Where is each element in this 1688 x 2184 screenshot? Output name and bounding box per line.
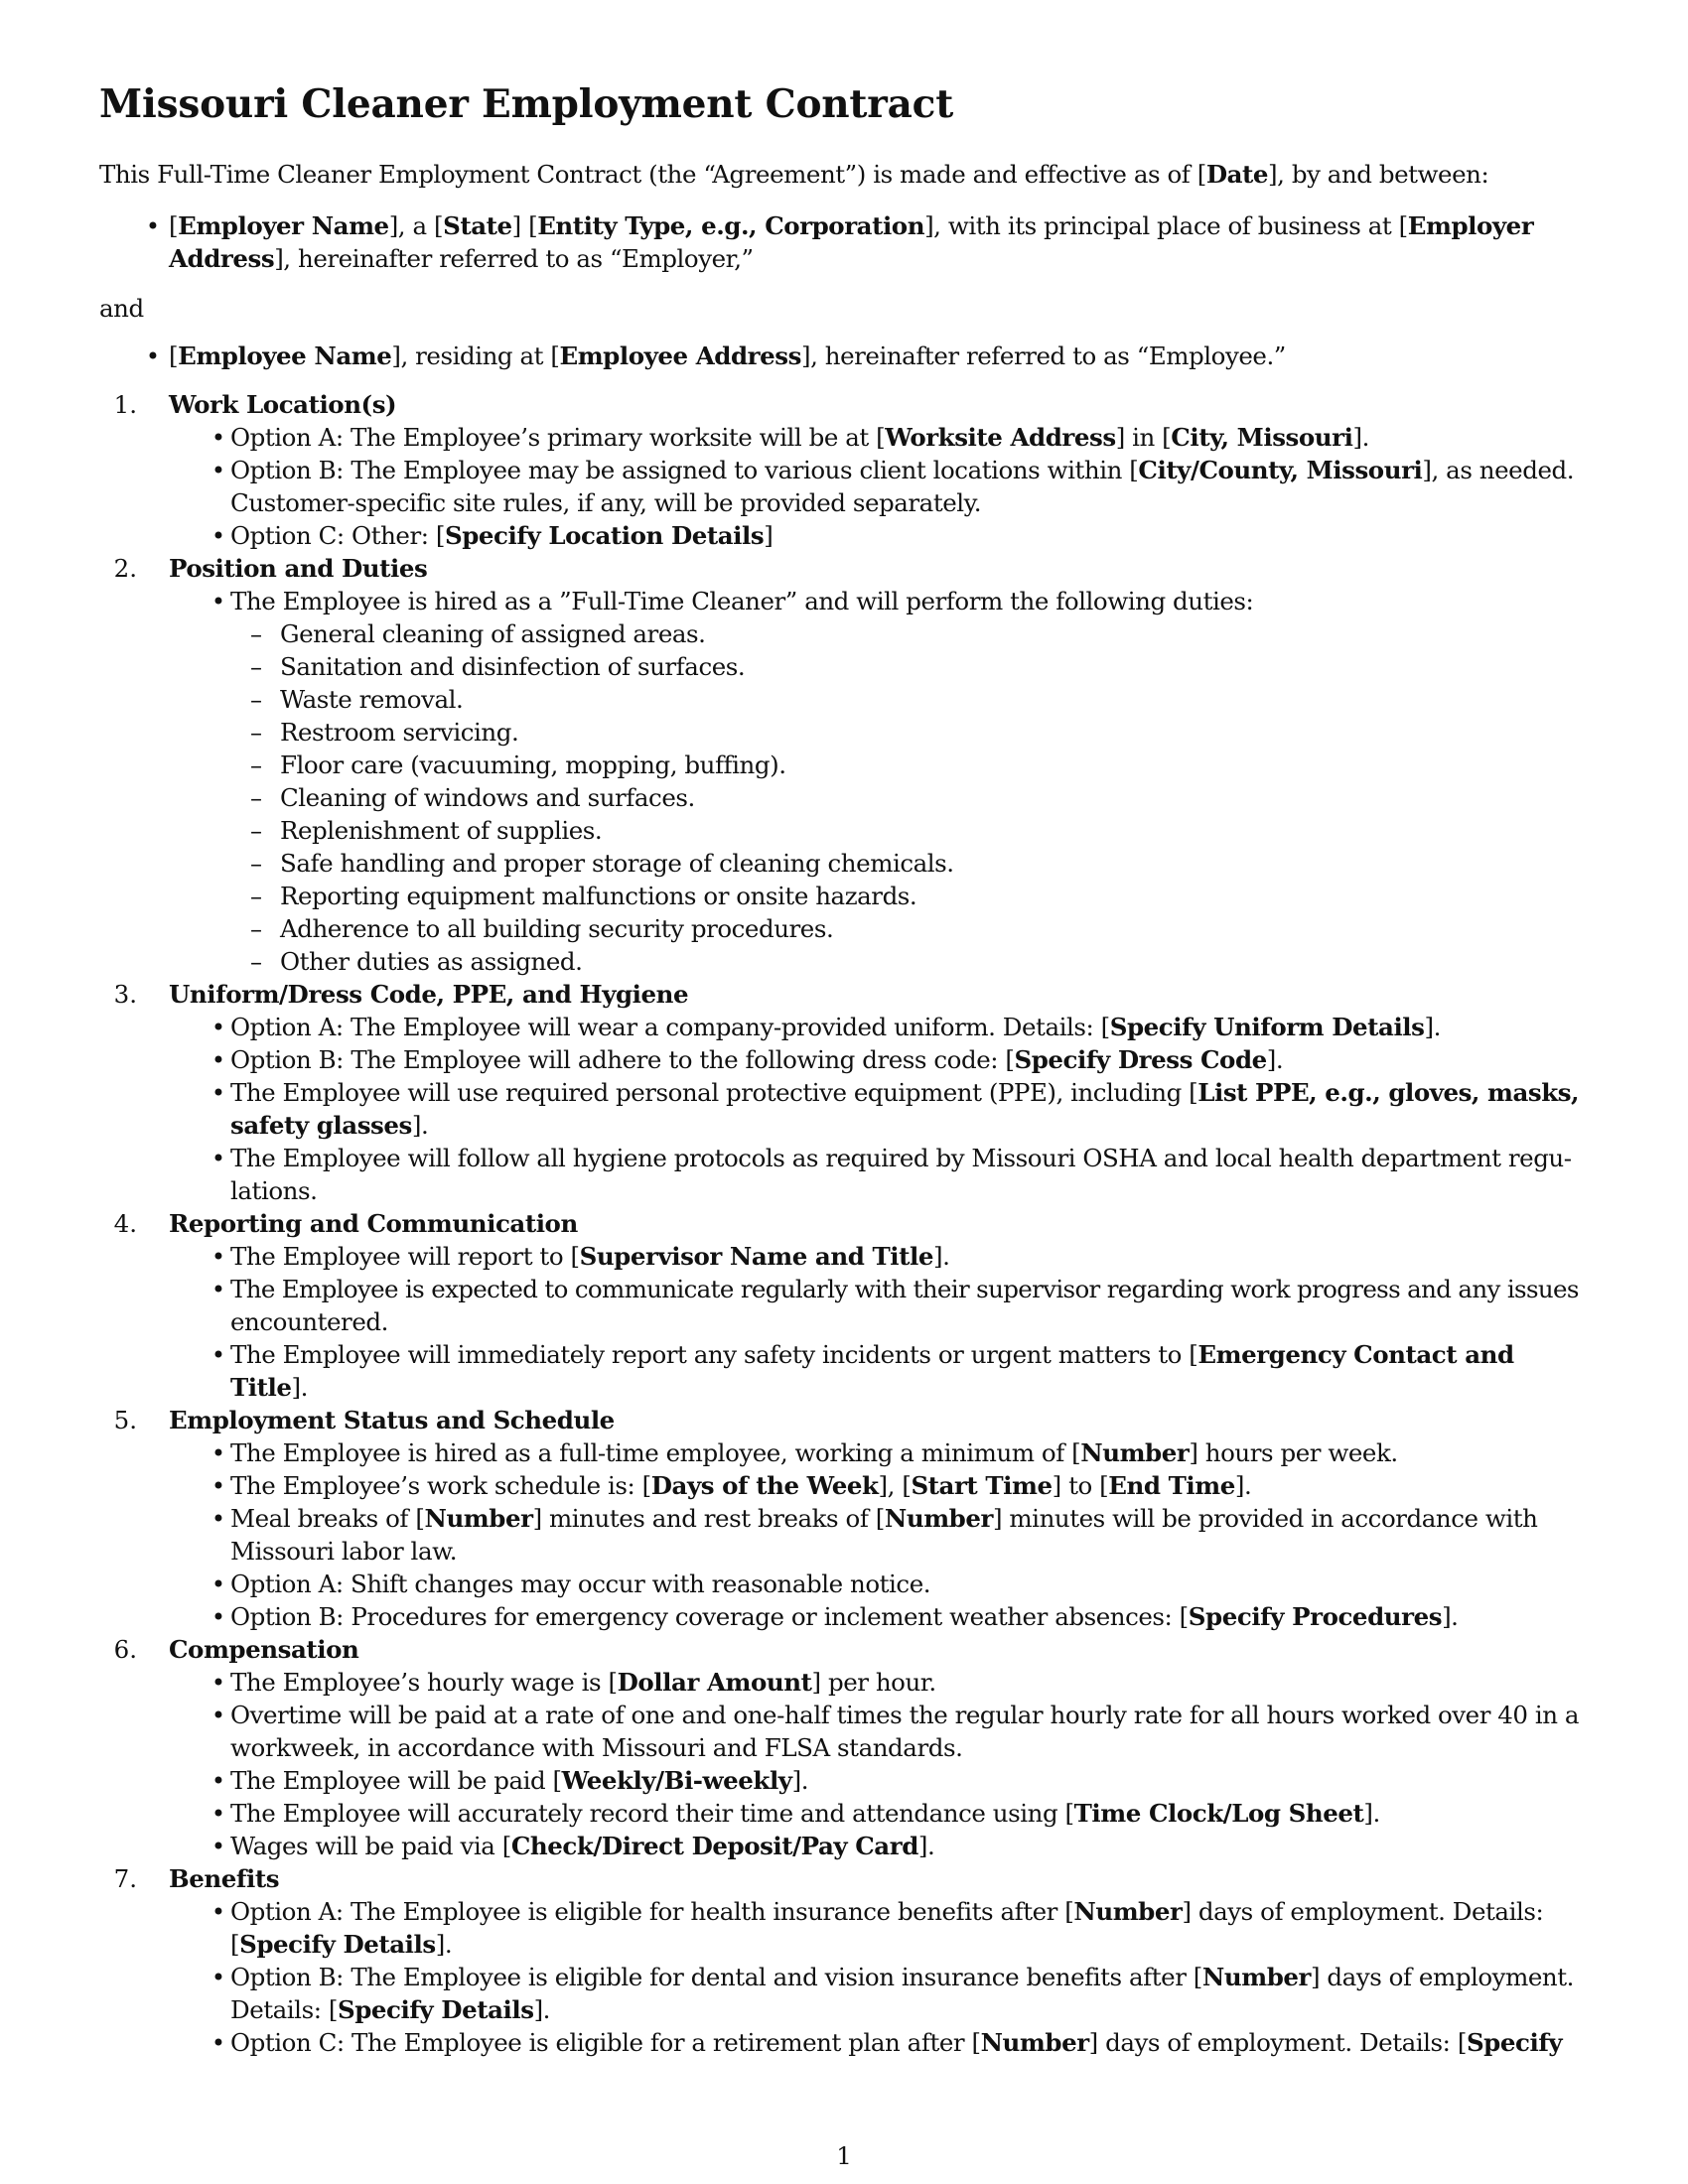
placeholder-field: safety glasses [230, 1111, 412, 1140]
text-span: [ [169, 211, 179, 240]
bullet-icon: • [211, 1439, 226, 1467]
placeholder-field: End Time [1108, 1471, 1235, 1500]
placeholder-field: Number [1073, 1897, 1183, 1926]
section-number: 7. [113, 1864, 137, 1893]
text-span: ]. [1442, 1602, 1459, 1631]
placeholder-field: Title [230, 1373, 292, 1402]
text-span: Customer-specific site rules, if any, will be provided separately. [230, 488, 982, 517]
list-item-continuation [230, 1175, 317, 1207]
section-heading: Compensation [169, 1635, 359, 1664]
text-span: [ [230, 1930, 240, 1959]
placeholder-field: Specify Dress Code [1014, 1045, 1267, 1074]
list-item-line [230, 1896, 1543, 1928]
text-span: The Employee’s hourly wage is [ [230, 1668, 618, 1697]
section-number: 1. [113, 390, 137, 419]
text-span: Floor care (vacuuming, mopping, buffing). [280, 751, 786, 779]
duty-item [280, 717, 518, 749]
text-span: Option B: The Employee is eligible for dental and vision insurance benefits after [ [230, 1963, 1202, 1991]
section-heading: Employment Status and Schedule [169, 1406, 615, 1434]
dash-icon: – [250, 653, 262, 681]
bullet-icon: • [211, 1276, 226, 1303]
dash-icon: – [250, 751, 262, 779]
list-item-line [230, 1569, 930, 1600]
placeholder-field: Dollar Amount [617, 1668, 812, 1697]
list-item-line [230, 1012, 1441, 1043]
intro-paragraph [99, 159, 1488, 191]
text-span: The Employee will immediately report any safety incidents or urgent matters to [ [230, 1340, 1198, 1369]
bullet-icon: • [211, 1570, 226, 1598]
text-span: The Employee is hired as a ”Full-Time Cleaner” and will perform the following duties: [230, 587, 1254, 615]
text-span: Option A: The Employee’s primary worksite will be at [ [230, 423, 886, 452]
text-span: ]. [917, 1832, 935, 1860]
text-span: ] days of employment. [1310, 1963, 1574, 1991]
text-span: Adherence to all building security procedures. [280, 914, 834, 943]
dash-icon: – [250, 850, 262, 878]
bullet-icon: • [211, 1046, 226, 1074]
list-item-continuation [230, 1994, 550, 2026]
placeholder-field: Specify Uniform Details [1109, 1013, 1425, 1041]
placeholder-field: Number [1201, 1963, 1311, 1991]
dash-icon: – [250, 883, 262, 910]
placeholder-field: Specify Details [337, 1995, 534, 2024]
placeholder-field: Specify Location Details [444, 521, 765, 550]
text-span: ]. [932, 1242, 950, 1271]
bullet-icon: • [145, 342, 161, 370]
placeholder-field: Specify [1466, 2028, 1563, 2057]
duty-item [280, 684, 463, 716]
text-span: The Employee will use required personal protective equipment (PPE), including [ [230, 1078, 1198, 1107]
text-span: ] [ [511, 211, 538, 240]
text-span: The Employee will follow all hygiene protocols as required by Missouri OSHA and local health department regu- [230, 1144, 1572, 1172]
dash-icon: – [250, 620, 262, 648]
placeholder-field: Supervisor Name and Title [579, 1242, 933, 1271]
text-span: ], as needed. [1422, 456, 1575, 484]
text-span: The Employee will be paid [ [230, 1766, 562, 1795]
text-span: workweek, in accordance with Missouri and FLSA standards. [230, 1733, 963, 1762]
and-connector: and [99, 294, 144, 323]
placeholder-field: Specify Details [239, 1930, 436, 1959]
text-span: Option B: Procedures for emergency coverage or inclement weather absences: [ [230, 1602, 1189, 1631]
list-item-line [230, 422, 1369, 454]
bullet-icon: • [145, 212, 161, 240]
list-item-line [230, 1601, 1459, 1633]
list-item-continuation [230, 487, 981, 519]
text-span: ], residing at [ [391, 341, 560, 370]
list-item-line [230, 586, 1253, 617]
placeholder-field: Time Clock/Log Sheet [1073, 1799, 1364, 1828]
placeholder-field: Number [1080, 1438, 1190, 1467]
bullet-icon: • [211, 1702, 226, 1729]
party-employer-line [169, 243, 754, 275]
text-span: ], [ [878, 1471, 912, 1500]
text-span: Option B: The Employee may be assigned to various client locations within [ [230, 456, 1139, 484]
section-number: 4. [113, 1209, 137, 1238]
bullet-icon: • [211, 1341, 226, 1369]
section-heading: Reporting and Communication [169, 1209, 578, 1238]
placeholder-field: Start Time [911, 1471, 1053, 1500]
list-item-line [230, 1339, 1514, 1371]
text-span: Details: [ [230, 1995, 338, 2024]
text-span: lations. [230, 1176, 318, 1205]
placeholder-field: Specify Procedures [1188, 1602, 1443, 1631]
party-employee-line [169, 341, 1286, 372]
duty-item [280, 946, 582, 978]
text-span: ] days of employment. Details: [1182, 1897, 1544, 1926]
placeholder-field: List PPE, e.g., gloves, masks, [1197, 1078, 1580, 1107]
text-span: Replenishment of supplies. [280, 816, 603, 845]
text-span: [ [169, 341, 179, 370]
list-item-continuation [230, 1732, 962, 1764]
placeholder-field: Emergency Contact and [1197, 1340, 1514, 1369]
list-item-line [230, 1077, 1579, 1109]
placeholder-field: Employer [1407, 211, 1534, 240]
text-span: The Employee will report to [ [230, 1242, 580, 1271]
list-item-line [230, 1470, 1251, 1502]
bullet-icon: • [211, 1472, 226, 1500]
text-span: ] minutes will be provided in accordance with [992, 1504, 1538, 1533]
text-span: Overtime will be paid at a rate of one and one-half times the regular hourly rate for all hours worked over 40 in a [230, 1701, 1579, 1729]
section-heading: Benefits [169, 1864, 280, 1893]
list-item-line [230, 1798, 1380, 1830]
list-item-line [230, 1831, 934, 1862]
text-span: ]. [1352, 423, 1369, 452]
section-number: 5. [113, 1406, 137, 1434]
list-item-line [230, 1143, 1572, 1174]
text-span: ] per hour. [811, 1668, 936, 1697]
text-span: ]. [1234, 1471, 1252, 1500]
text-span: ] in [ [1115, 423, 1172, 452]
section-number: 6. [113, 1635, 137, 1664]
placeholder-field: Address [169, 244, 275, 273]
document-title: Missouri Cleaner Employment Contract [99, 81, 954, 127]
bullet-icon: • [211, 1800, 226, 1828]
text-span: Option C: The Employee is eligible for a retirement plan after [ [230, 2028, 981, 2057]
text-span: ] [764, 521, 774, 550]
placeholder-field: Check/Direct Deposit/Pay Card [510, 1832, 918, 1860]
list-item-continuation [230, 1536, 457, 1568]
bullet-icon: • [211, 1964, 226, 1991]
dash-icon: – [250, 784, 262, 812]
text-span: The Employee is expected to communicate regularly with their supervisor regarding work progress and any issues [230, 1275, 1579, 1303]
bullet-icon: • [211, 2029, 226, 2057]
bullet-icon: • [211, 1145, 226, 1172]
dash-icon: – [250, 686, 262, 714]
placeholder-field: State [443, 211, 512, 240]
text-span: ], by and between: [1268, 160, 1489, 189]
bullet-icon: • [211, 1505, 226, 1533]
placeholder-field: Weekly/Bi-weekly [561, 1766, 792, 1795]
list-item-line [230, 2027, 1562, 2059]
section-number: 2. [113, 554, 137, 583]
dash-icon: – [250, 817, 262, 845]
list-item-line [230, 1437, 1398, 1469]
party-employer-line [169, 210, 1533, 242]
section-number: 3. [113, 980, 137, 1009]
bullet-icon: • [211, 588, 226, 615]
duty-item [280, 750, 786, 781]
section-heading: Position and Duties [169, 554, 428, 583]
list-item-continuation [230, 1372, 308, 1404]
placeholder-field: City/County, Missouri [1138, 456, 1423, 484]
text-span: ]. [1363, 1799, 1380, 1828]
list-item-line [230, 455, 1574, 486]
text-span: ], with its principal place of business at [ [924, 211, 1408, 240]
list-item-line [230, 520, 773, 552]
page-number: 1 [836, 2141, 852, 2170]
dash-icon: – [250, 948, 262, 976]
text-span: ] days of employment. Details: [ [1088, 2028, 1467, 2057]
placeholder-field: Number [424, 1504, 533, 1533]
text-span: ]. [435, 1930, 453, 1959]
bullet-icon: • [211, 1767, 226, 1795]
text-span: ] to [ [1052, 1471, 1109, 1500]
text-span: Meal breaks of [ [230, 1504, 425, 1533]
text-span: Other duties as assigned. [280, 947, 583, 976]
list-item-continuation [230, 1929, 452, 1961]
text-span: The Employee will accurately record their time and attendance using [ [230, 1799, 1074, 1828]
text-span: ], hereinafter referred to as “Employer,” [274, 244, 754, 273]
bullet-icon: • [211, 1603, 226, 1631]
duty-item [280, 618, 705, 650]
list-item-line [230, 1503, 1538, 1535]
text-span: ], hereinafter referred to as “Employee.” [800, 341, 1286, 370]
list-item-line [230, 1765, 808, 1797]
text-span: ]. [411, 1111, 429, 1140]
duty-item [280, 815, 602, 847]
text-span: The Employee’s work schedule is: [ [230, 1471, 651, 1500]
section-heading: Uniform/Dress Code, PPE, and Hygiene [169, 980, 689, 1009]
text-span: This Full-Time Cleaner Employment Contract (the “Agreement”) is made and effective as of [99, 160, 1197, 189]
section-heading: Work Location(s) [169, 390, 397, 419]
list-item-line [230, 1044, 1283, 1076]
text-span: encountered. [230, 1307, 388, 1336]
text-span: Option A: The Employee is eligible for health insurance benefits after [ [230, 1897, 1074, 1926]
list-item-continuation [230, 1110, 428, 1142]
text-span: Sanitation and disinfection of surfaces. [280, 652, 746, 681]
placeholder-field: Days of the Week [650, 1471, 879, 1500]
text-span: Option A: The Employee will wear a company-provided uniform. Details: [ [230, 1013, 1110, 1041]
list-item-line [230, 1274, 1579, 1305]
text-span: Cleaning of windows and surfaces. [280, 783, 695, 812]
bullet-icon: • [211, 457, 226, 484]
text-span: Restroom servicing. [280, 718, 519, 747]
text-span: ] hours per week. [1189, 1438, 1398, 1467]
placeholder-field: Employee Address [559, 341, 801, 370]
text-span: Safe handling and proper storage of cleaning chemicals. [280, 849, 954, 878]
dash-icon: – [250, 915, 262, 943]
text-span: Wages will be paid via [ [230, 1832, 511, 1860]
text-span: ]. [291, 1373, 308, 1402]
bullet-icon: • [211, 1014, 226, 1041]
text-span: [ [1196, 160, 1206, 189]
list-item-line [230, 1667, 936, 1699]
placeholder-field: Employer Name [178, 211, 389, 240]
bullet-icon: • [211, 424, 226, 452]
placeholder-field: City, Missouri [1171, 423, 1353, 452]
bullet-icon: • [211, 1079, 226, 1107]
duty-item [280, 913, 833, 945]
list-item-line [230, 1241, 949, 1273]
text-span: ], a [ [388, 211, 444, 240]
placeholder-field: Number [980, 2028, 1089, 2057]
text-span: ]. [791, 1766, 809, 1795]
bullet-icon: • [211, 1243, 226, 1271]
placeholder-field: Entity Type, e.g., Corporation [537, 211, 925, 240]
duty-item [280, 848, 954, 880]
bullet-icon: • [211, 1669, 226, 1697]
text-span: Missouri labor law. [230, 1537, 458, 1566]
placeholder-field: Date [1205, 160, 1269, 189]
text-span: Option B: The Employee will adhere to the following dress code: [ [230, 1045, 1015, 1074]
text-span: General cleaning of assigned areas. [280, 619, 706, 648]
text-span: ]. [1424, 1013, 1441, 1041]
placeholder-field: Number [884, 1504, 993, 1533]
text-span: Reporting equipment malfunctions or onsite hazards. [280, 882, 917, 910]
text-span: The Employee is hired as a full-time employee, working a minimum of [ [230, 1438, 1081, 1467]
placeholder-field: Employee Name [178, 341, 392, 370]
text-span: Option A: Shift changes may occur with reasonable notice. [230, 1570, 931, 1598]
placeholder-field: Worksite Address [885, 423, 1116, 452]
bullet-icon: • [211, 1898, 226, 1926]
list-item-continuation [230, 1306, 388, 1338]
duty-item [280, 651, 745, 683]
list-item-line [230, 1962, 1574, 1993]
list-item-line [230, 1700, 1579, 1731]
text-span: ]. [1266, 1045, 1284, 1074]
text-span: ]. [533, 1995, 551, 2024]
bullet-icon: • [211, 1833, 226, 1860]
dash-icon: – [250, 719, 262, 747]
duty-item [280, 782, 695, 814]
text-span: Waste removal. [280, 685, 464, 714]
bullet-icon: • [211, 522, 226, 550]
text-span: Option C: Other: [ [230, 521, 445, 550]
text-span: ] minutes and rest breaks of [ [532, 1504, 885, 1533]
duty-item [280, 881, 916, 912]
